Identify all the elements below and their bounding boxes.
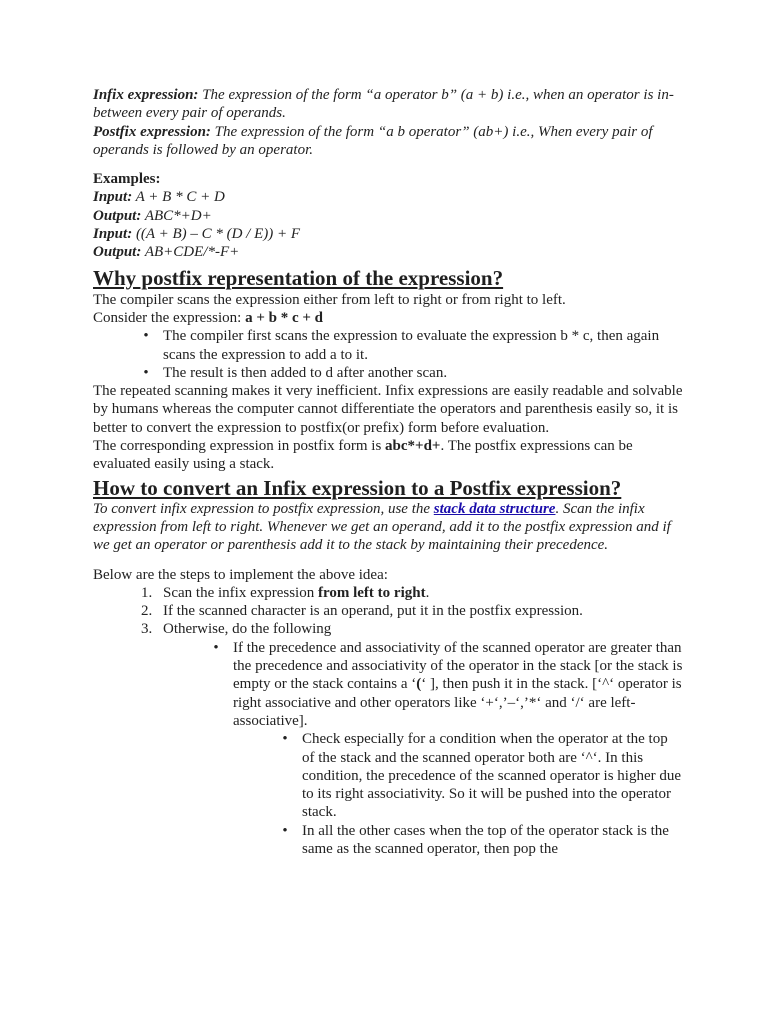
example-label: Input: bbox=[93, 189, 133, 206]
list-item-text: Check especially for a condition when the operator at the top of the stack and the scanned operator both are ‘^‘. In this condition, the precedence of the scanned operator is higher due to its right associativity. So it will be pushed into the operator stack. bbox=[302, 731, 682, 821]
step-item bbox=[141, 602, 683, 620]
list-item bbox=[143, 327, 683, 364]
paragraph-text: The corresponding expression in postfix form is bbox=[93, 438, 386, 455]
list-item bbox=[213, 639, 683, 730]
bullet-icon: • bbox=[143, 328, 149, 345]
list-item-text: ‘ ], then push it in the stack. [‘^‘ operator is right associative and other operators like ‘+‘,’–‘,’*‘ and ‘/‘ are left-associative]. bbox=[233, 676, 682, 729]
list-item-text: The result is then added to d after another scan. bbox=[163, 364, 448, 381]
step-item bbox=[141, 620, 683, 638]
example-value: A + B * C + D bbox=[132, 189, 225, 206]
step-text: Scan the infix expression bbox=[163, 584, 318, 601]
bullet-icon: • bbox=[282, 731, 288, 748]
bullet-icon: • bbox=[282, 822, 288, 839]
paragraph-text: Consider the expression: bbox=[93, 309, 246, 326]
list-item-text: In all the other cases when the top of the operator stack is the same as the scanned operator, then pop the bbox=[302, 822, 669, 857]
paragraph bbox=[93, 309, 683, 327]
section-heading-why-postfix: Why postfix representation of the expression? bbox=[93, 265, 504, 290]
section-heading-how-to-convert: How to convert an Infix expression to a Postfix expression? bbox=[93, 475, 622, 500]
step-number: 1. bbox=[141, 584, 153, 601]
sub-bullet-list bbox=[93, 639, 683, 730]
example-value: ((A + B) – C * (D / E)) + F bbox=[132, 226, 301, 243]
example-line bbox=[93, 188, 683, 206]
postfix-text: The expression of the form “a b operator” (ab+) i.e., When every pair of operands is followed by an operator. bbox=[93, 123, 653, 158]
paragraph bbox=[93, 437, 683, 474]
infix-text: The expression of the form “a operator b” (a + b) i.e., when an operator is in-between every pair of operands. bbox=[93, 87, 674, 122]
example-line bbox=[93, 207, 683, 225]
postfix-label: Postfix expression: bbox=[93, 123, 211, 140]
infix-definition bbox=[93, 86, 683, 123]
sub-sub-bullet-list bbox=[93, 730, 683, 858]
examples-heading: Examples: bbox=[93, 171, 161, 188]
example-value: ABC*+D+ bbox=[141, 207, 212, 224]
intro-text: . Scan the infix expression from left to right. Whenever we get an operand, add it to the postfix expression and if we get an operator or parenthesis add it to the stack by maintaining their precedence. bbox=[93, 500, 671, 554]
stack-data-structure-link[interactable]: stack data structure bbox=[433, 500, 556, 517]
bullet-icon: • bbox=[143, 364, 149, 381]
document-page bbox=[93, 86, 683, 858]
paragraph: The repeated scanning makes it very inefficient. Infix expressions are easily readable and solvable by humans whereas the computer cannot differentiate the operators and parenthesis easily so, it is better to convert the expression to postfix(or prefix) form before evaluation. bbox=[93, 383, 683, 436]
step-item bbox=[141, 584, 683, 602]
bullet-list bbox=[93, 327, 683, 382]
bullet-icon: • bbox=[213, 639, 219, 656]
infix-label: Infix expression: bbox=[93, 87, 199, 103]
expression-bold: abc*+d+ bbox=[385, 438, 441, 455]
example-value: AB+CDE/*-F+ bbox=[141, 244, 240, 261]
steps-list bbox=[93, 584, 683, 639]
intro-text: To convert infix expression to postfix expression, use the bbox=[93, 500, 434, 517]
steps-intro: Below are the steps to implement the above idea: bbox=[93, 566, 388, 583]
list-item bbox=[282, 822, 683, 859]
list-item-text: The compiler first scans the expression to evaluate the expression b * c, then again scans the expression to add a to it. bbox=[163, 328, 660, 363]
expression-bold: a + b * c + d bbox=[245, 309, 323, 326]
example-line bbox=[93, 243, 683, 261]
step-number: 3. bbox=[141, 621, 153, 638]
list-item bbox=[143, 364, 683, 382]
postfix-definition bbox=[93, 123, 683, 160]
step-bold: from left to right bbox=[317, 584, 426, 601]
paragraph-text: . The postfix expressions can be evaluated easily using a stack. bbox=[93, 438, 633, 473]
example-line bbox=[93, 225, 683, 243]
step-text: . bbox=[425, 584, 430, 601]
example-label: Output: bbox=[93, 207, 142, 224]
list-item bbox=[282, 730, 683, 821]
step-text: Otherwise, do the following bbox=[163, 621, 332, 638]
example-label: Input: bbox=[93, 226, 133, 243]
step-text: If the scanned character is an operand, put it in the postfix expression. bbox=[163, 603, 583, 620]
paragraph: The compiler scans the expression either from left to right or from right to left. bbox=[93, 291, 566, 308]
italic-intro bbox=[93, 500, 683, 555]
list-item-bold: ( bbox=[416, 676, 422, 693]
step-number: 2. bbox=[141, 603, 153, 620]
example-label: Output: bbox=[93, 244, 142, 261]
list-item-text: If the precedence and associativity of the scanned operator are greater than the precedence and associativity of the operator in the stack [or the stack is empty or the stack contains a ‘ bbox=[233, 639, 683, 693]
